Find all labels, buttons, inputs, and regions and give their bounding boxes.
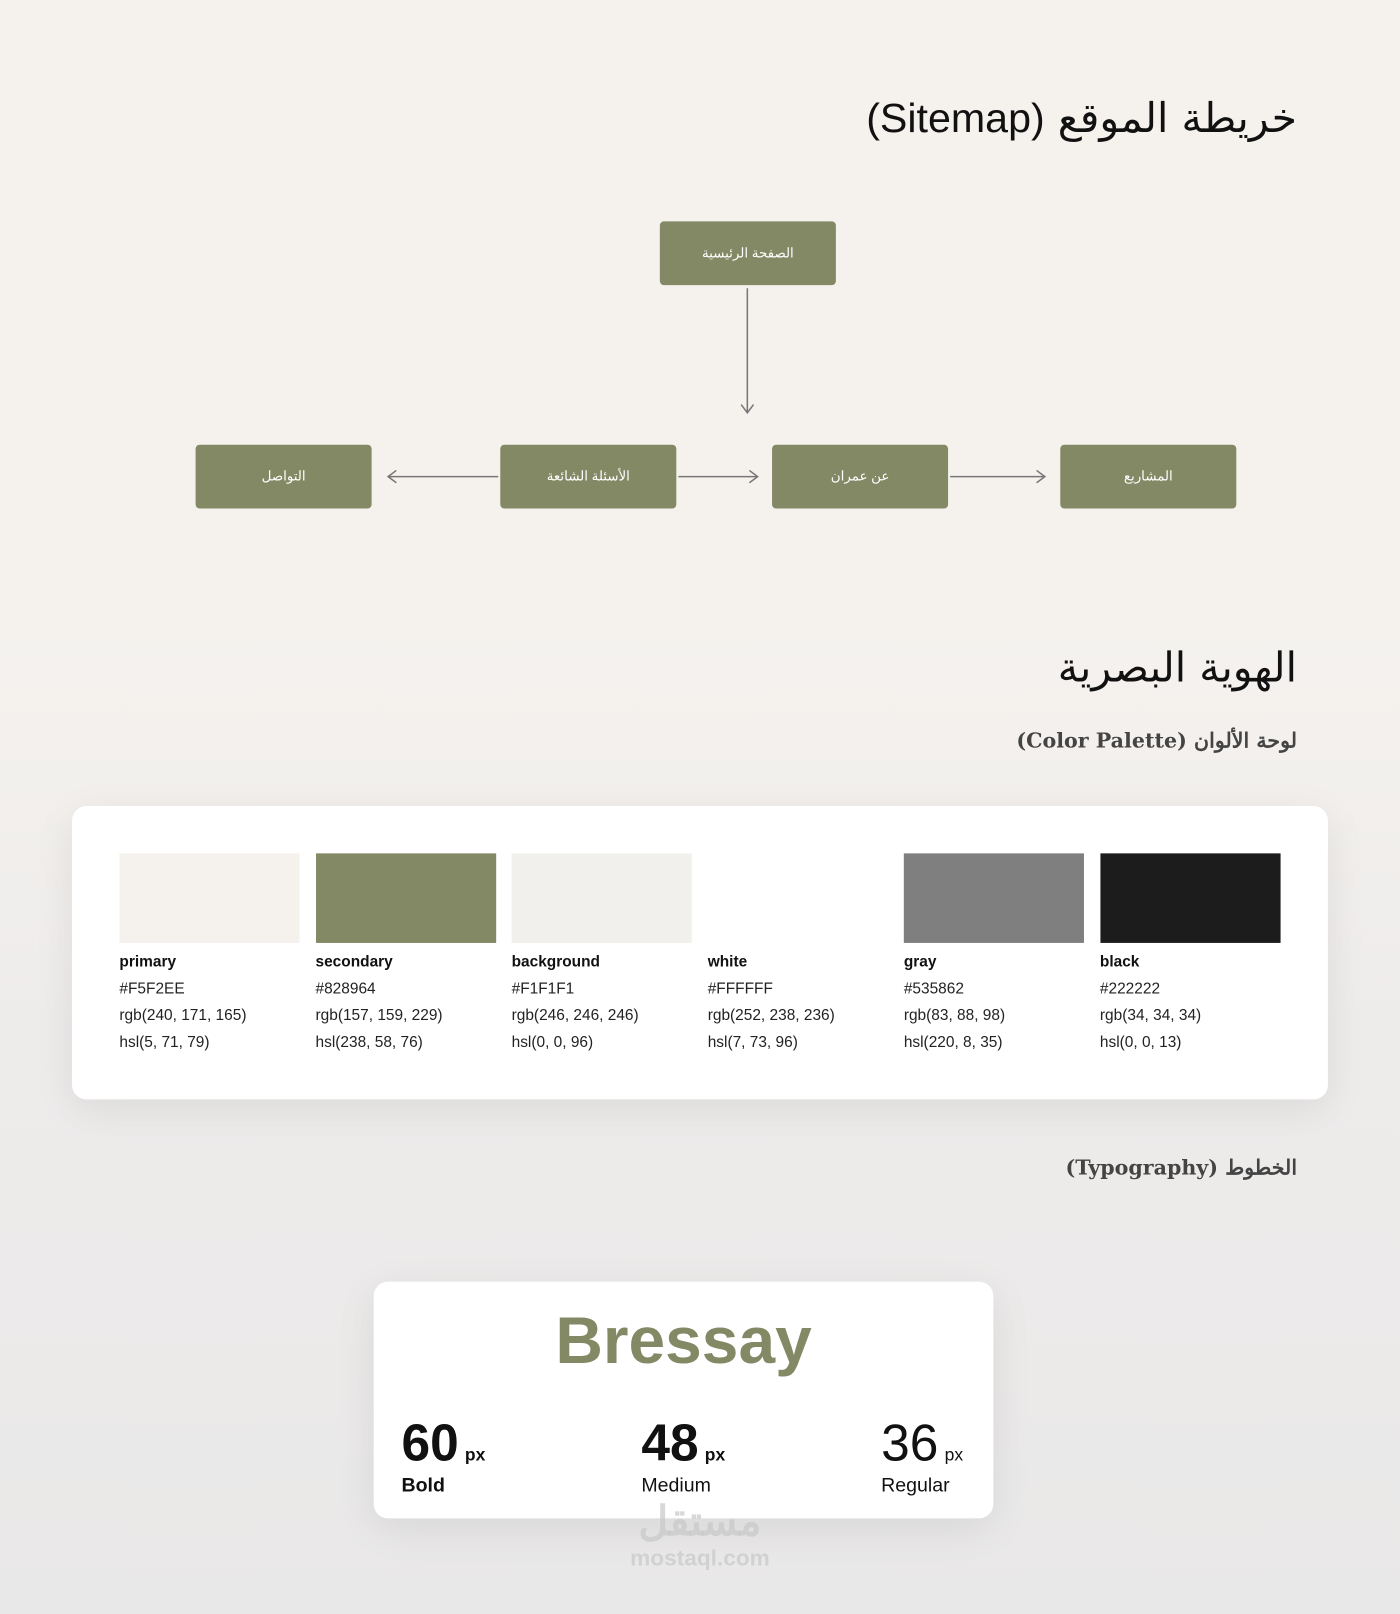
sitemap-node-home[interactable]: الصفحة الرئيسية bbox=[660, 221, 836, 285]
color-hsl: hsl(0, 0, 13) bbox=[1099, 1033, 1182, 1052]
color-name: secondary bbox=[315, 953, 393, 971]
color-swatch-black bbox=[1100, 853, 1280, 1051]
type-size-regular bbox=[881, 1413, 963, 1497]
swatch-color bbox=[119, 853, 299, 943]
weight-label: Bold bbox=[401, 1475, 445, 1497]
typography-card bbox=[374, 1282, 994, 1519]
color-name: gray bbox=[903, 953, 937, 971]
color-swatch-secondary bbox=[316, 853, 496, 1051]
font-name: Bressay bbox=[555, 1303, 812, 1378]
size-value: 36 bbox=[881, 1414, 939, 1473]
color-rgb: rgb(252, 238, 236) bbox=[707, 1006, 835, 1025]
size-unit: px bbox=[704, 1445, 726, 1465]
identity-title: الهوية البصرية bbox=[1057, 644, 1298, 692]
sitemap-title-ar: خريطة الموقع bbox=[1057, 94, 1298, 143]
color-hsl: hsl(7, 73, 96) bbox=[707, 1033, 798, 1052]
color-name: primary bbox=[119, 953, 177, 971]
palette-title-ar: لوحة الألوان bbox=[1193, 727, 1298, 753]
type-size-bold bbox=[401, 1413, 485, 1497]
watermark-en: mostaql.com bbox=[630, 1545, 770, 1571]
size-unit: px bbox=[464, 1445, 486, 1465]
palette-title-en: (Color Palette) bbox=[1016, 727, 1187, 753]
swatch-color bbox=[904, 853, 1084, 943]
weight-label: Regular bbox=[881, 1475, 950, 1497]
swatch-color bbox=[316, 853, 496, 943]
sitemap-node-projects[interactable]: المشاريع bbox=[1060, 445, 1236, 509]
swatch-color bbox=[708, 853, 888, 943]
color-swatch-primary bbox=[119, 853, 299, 1051]
size-value: 48 bbox=[641, 1414, 699, 1473]
size-value: 60 bbox=[401, 1414, 459, 1473]
sitemap-node-about[interactable]: عن عمران bbox=[772, 445, 948, 509]
color-swatch-background bbox=[512, 853, 692, 1051]
color-hex: #FFFFFF bbox=[707, 979, 773, 998]
palette-title bbox=[1016, 728, 1297, 753]
swatch-color bbox=[1100, 853, 1280, 943]
type-size-medium bbox=[641, 1413, 725, 1497]
color-hsl: hsl(0, 0, 96) bbox=[511, 1033, 594, 1052]
color-swatch-gray bbox=[904, 853, 1084, 1051]
color-swatch-white bbox=[708, 853, 888, 1051]
color-hex: #222222 bbox=[1099, 979, 1161, 998]
color-name: black bbox=[1099, 953, 1140, 971]
typography-title-ar: الخطوط bbox=[1225, 1154, 1298, 1180]
sitemap-node-contact[interactable]: التواصل bbox=[196, 445, 372, 509]
color-name: white bbox=[707, 953, 748, 971]
color-name: background bbox=[511, 953, 600, 971]
color-hsl: hsl(220, 8, 35) bbox=[903, 1033, 1003, 1052]
color-hex: #828964 bbox=[315, 979, 376, 998]
weight-label: Medium bbox=[641, 1475, 711, 1497]
color-hex: #F5F2EE bbox=[119, 979, 185, 998]
typography-title-en: (Typography) bbox=[1065, 1154, 1219, 1180]
watermark-ar: مستقل bbox=[638, 1498, 762, 1545]
sitemap-title-en: (Sitemap) bbox=[866, 95, 1045, 142]
color-rgb: rgb(83, 88, 98) bbox=[903, 1006, 1006, 1025]
size-unit: px bbox=[944, 1445, 964, 1465]
color-rgb: rgb(157, 159, 229) bbox=[315, 1006, 443, 1025]
color-rgb: rgb(240, 171, 165) bbox=[119, 1006, 247, 1025]
color-rgb: rgb(246, 246, 246) bbox=[511, 1006, 639, 1025]
color-rgb: rgb(34, 34, 34) bbox=[1099, 1006, 1202, 1025]
sitemap-node-faq[interactable]: الأسئلة الشائعة bbox=[500, 445, 676, 509]
watermark bbox=[0, 1498, 1400, 1572]
color-hsl: hsl(5, 71, 79) bbox=[119, 1033, 210, 1052]
color-hsl: hsl(238, 58, 76) bbox=[315, 1033, 423, 1052]
color-palette-card bbox=[72, 806, 1328, 1099]
color-hex: #535862 bbox=[903, 979, 964, 998]
typography-title bbox=[1065, 1155, 1297, 1180]
color-hex: #F1F1F1 bbox=[511, 979, 575, 998]
swatch-color bbox=[512, 853, 692, 943]
